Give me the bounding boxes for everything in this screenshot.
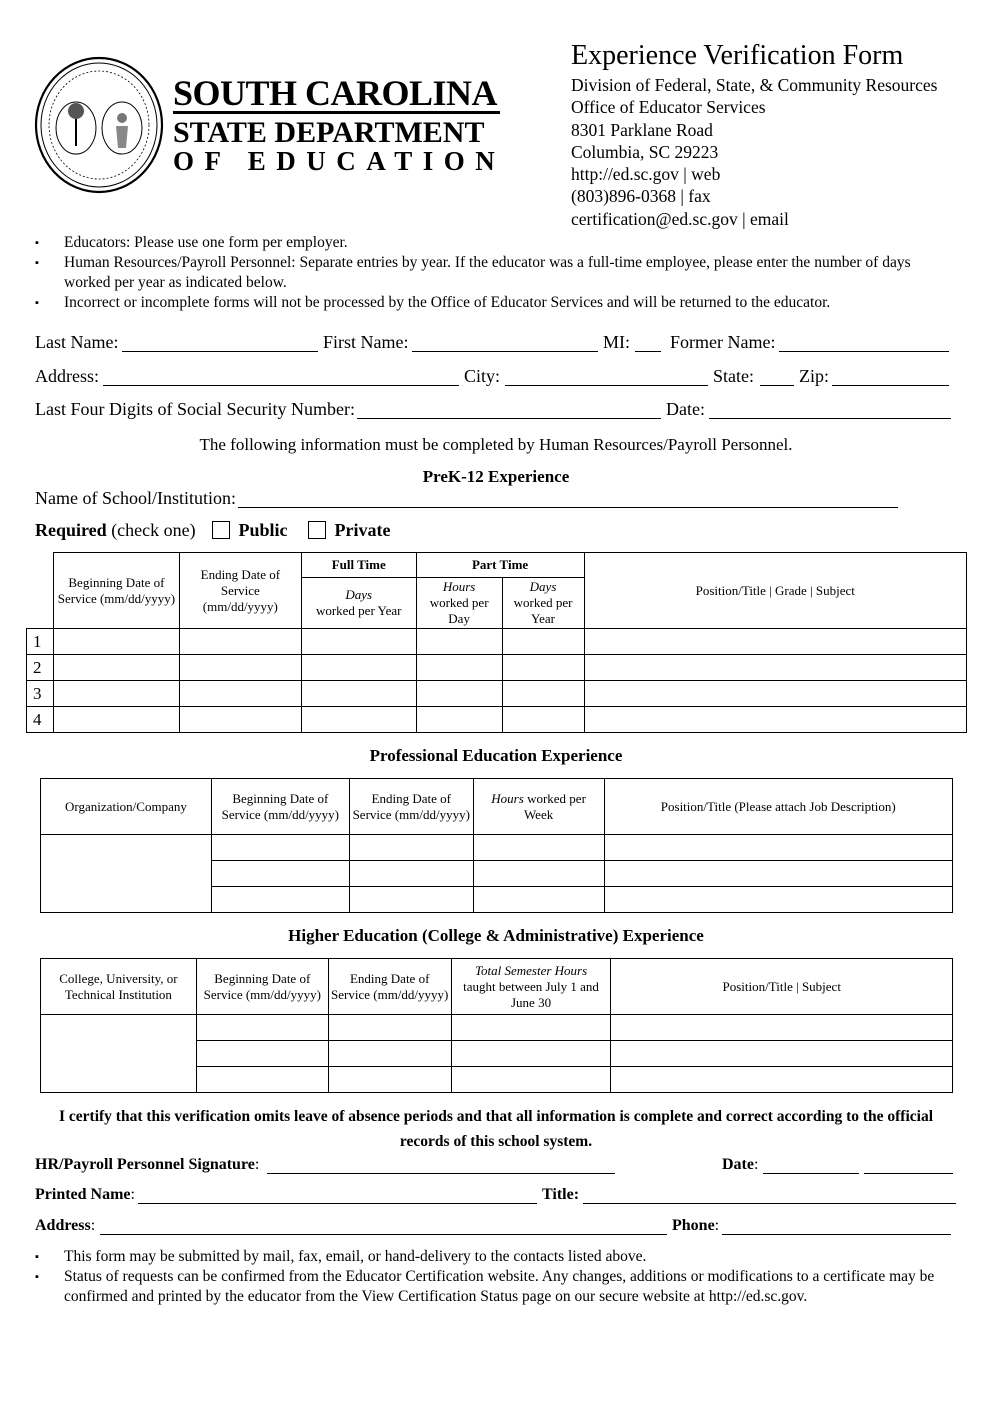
signature-field[interactable] <box>267 1173 615 1174</box>
row-number: 4 <box>27 707 54 733</box>
pt-hours-header <box>416 578 502 629</box>
private-option[interactable] <box>308 520 390 541</box>
table-row <box>27 707 967 733</box>
email-text: certification@ed.sc.gov | email <box>571 208 789 229</box>
cert-date-field-2[interactable] <box>864 1173 953 1174</box>
position-header: Position/Title | Subject <box>611 959 953 1015</box>
position-header: Position/Title | Grade | Subject <box>584 553 967 629</box>
last-name-label: Last Name: <box>35 332 119 352</box>
begin-date-header: Beginning Date of Service (mm/dd/yyyy) <box>196 959 328 1015</box>
school-name-field[interactable] <box>238 507 898 508</box>
footer-notes-list <box>35 1247 945 1307</box>
table-cell[interactable] <box>451 1041 611 1067</box>
table-cell[interactable] <box>502 655 584 681</box>
row-number: 1 <box>27 629 54 655</box>
table-row <box>41 835 953 861</box>
table-cell[interactable] <box>416 707 502 733</box>
address-label: Address: <box>35 366 99 386</box>
table-row <box>27 629 967 655</box>
table-cell[interactable] <box>611 1041 953 1067</box>
logo-title-line1: SOUTH CAROLINA <box>173 73 498 113</box>
semester-hours-italic: Total Semester Hours <box>474 962 588 978</box>
hr-notice: The following information must be completed by Human Resources/Payroll Personnel. <box>199 435 793 454</box>
instruction-item: ▪ Human Resources/Payroll Personnel: Separate entries by year. If the educator was a full-time employee, please enter the number of days worked per year as indicated below. <box>35 253 945 293</box>
higher-ed-table <box>40 958 953 1093</box>
table-cell[interactable] <box>584 681 967 707</box>
required-label: Required <box>35 520 107 540</box>
footer-note-item: ▪ This form may be submitted by mail, fax, email, or hand-delivery to the contacts listed above. <box>35 1247 945 1267</box>
table-cell[interactable] <box>179 707 301 733</box>
pt-hours-text: worked per Day <box>429 595 489 626</box>
phone-label: Phone <box>672 1217 715 1234</box>
logo-title-line3: OF EDUCATION <box>173 146 506 176</box>
table-cell[interactable] <box>301 629 416 655</box>
table-cell[interactable] <box>53 629 179 655</box>
table-cell[interactable] <box>179 655 301 681</box>
private-label: Private <box>334 520 391 540</box>
division-text: Division of Federal, State, & Community Resources <box>571 75 938 95</box>
ft-days-text: worked per Year <box>315 603 402 618</box>
institution-header: College, University, or Technical Institution <box>41 959 197 1015</box>
phone-row: Phone: <box>672 1217 720 1234</box>
row-number: 2 <box>27 655 54 681</box>
table-cell[interactable] <box>604 887 952 913</box>
pt-days-text: worked per Year <box>513 595 573 626</box>
table-cell[interactable] <box>611 1067 953 1093</box>
professional-table <box>40 778 953 913</box>
table-cell[interactable] <box>349 887 473 913</box>
address-field[interactable] <box>103 385 459 386</box>
begin-date-header: Beginning Date of Service (mm/dd/yyyy) <box>211 779 349 835</box>
table-cell[interactable] <box>196 1067 328 1093</box>
table-cell[interactable] <box>502 681 584 707</box>
cert-date-label: Date <box>722 1156 754 1173</box>
table-cell[interactable] <box>604 835 952 861</box>
table-cell[interactable] <box>611 1015 953 1041</box>
office-text: Office of Educator Services <box>571 97 766 118</box>
table-cell[interactable] <box>416 629 502 655</box>
professional-title: Professional Education Experience <box>369 746 623 765</box>
required-row <box>35 520 196 541</box>
state-label: State: <box>713 366 754 386</box>
cert-date-row: Date: <box>722 1156 759 1173</box>
table-cell[interactable] <box>179 629 301 655</box>
cert-date-field[interactable] <box>763 1173 859 1174</box>
table-cell[interactable] <box>211 887 349 913</box>
contact-block <box>571 74 937 230</box>
begin-date-header: Beginning Date of Service (mm/dd/yyyy) <box>53 553 179 629</box>
table-cell[interactable] <box>473 835 604 861</box>
fax-text: (803)896-0368 | fax <box>571 186 711 207</box>
table-cell[interactable] <box>604 861 952 887</box>
public-checkbox[interactable] <box>212 521 230 539</box>
table-cell[interactable] <box>328 1041 451 1067</box>
table-cell[interactable] <box>451 1015 611 1041</box>
table-row <box>27 655 967 681</box>
end-date-header: Ending Date of Service (mm/dd/yyyy) <box>328 959 451 1015</box>
footer-note-item: ▪ Status of requests can be confirmed from the Educator Certification website. Any changes, additions or modifications to a certificate may be confirmed and printed by the educator from the View Certification Status page on our secure website at http://ed.sc.gov. <box>35 1267 945 1307</box>
state-field[interactable] <box>760 385 794 386</box>
mi-label: MI: <box>603 332 630 352</box>
street-text: 8301 Parklane Road <box>571 119 713 140</box>
former-name-field[interactable] <box>779 351 949 352</box>
hours-text: worked per Week <box>523 790 586 822</box>
table-cell[interactable] <box>349 835 473 861</box>
mi-field[interactable] <box>635 351 661 352</box>
logo-rule <box>173 111 500 114</box>
table-cell[interactable] <box>473 861 604 887</box>
table-cell[interactable] <box>211 861 349 887</box>
cert-address-label: Address <box>35 1217 91 1234</box>
full-time-header: Full Time <box>301 553 416 578</box>
table-cell[interactable] <box>451 1067 611 1093</box>
table-cell[interactable] <box>584 707 967 733</box>
printed-name-label: Printed Name <box>35 1186 131 1203</box>
table-cell[interactable] <box>328 1067 451 1093</box>
private-checkbox[interactable] <box>308 521 326 539</box>
cert-address-row: Address: <box>35 1217 96 1234</box>
table-cell[interactable] <box>416 681 502 707</box>
pt-hours-italic: Hours <box>442 579 476 594</box>
signature-label: HR/Payroll Personnel Signature <box>35 1156 255 1173</box>
title-label: Title: <box>542 1186 580 1203</box>
city-text: Columbia, SC 29223 <box>571 141 719 162</box>
org-cell[interactable] <box>41 835 212 913</box>
last-name-field[interactable] <box>122 351 318 352</box>
instructions-list <box>35 233 945 313</box>
web-text: http://ed.sc.gov | web <box>571 164 721 185</box>
table-cell[interactable] <box>53 681 179 707</box>
table-cell[interactable] <box>53 655 179 681</box>
table-cell[interactable] <box>53 707 179 733</box>
hours-header <box>473 779 604 835</box>
former-name-label: Former Name: <box>670 332 776 352</box>
phone-field[interactable] <box>722 1234 951 1235</box>
end-date-header: Ending Date of Service (mm/dd/yyyy) <box>179 553 301 629</box>
table-cell[interactable] <box>301 707 416 733</box>
ssn-field[interactable] <box>357 418 661 419</box>
table-cell[interactable] <box>179 681 301 707</box>
table-cell[interactable] <box>211 835 349 861</box>
position-header: Position/Title (Please attach Job Description) <box>604 779 952 835</box>
date-field[interactable] <box>709 418 951 419</box>
ssn-label: Last Four Digits of Social Security Number: <box>35 399 355 419</box>
end-date-header: Ending Date of Service (mm/dd/yyyy) <box>349 779 473 835</box>
first-name-field[interactable] <box>412 351 598 352</box>
table-cell[interactable] <box>584 655 967 681</box>
cert-address-field[interactable] <box>100 1234 667 1235</box>
table-cell[interactable] <box>502 707 584 733</box>
prek12-table <box>26 552 967 733</box>
printed-name-field[interactable] <box>138 1203 537 1204</box>
table-cell[interactable] <box>301 655 416 681</box>
ft-days-italic: Days <box>345 587 373 602</box>
table-row <box>41 1015 953 1041</box>
public-option[interactable] <box>212 520 288 541</box>
instruction-item: ▪ Educators: Please use one form per employer. <box>35 233 945 253</box>
higher-ed-title: Higher Education (College & Administrative) Experience <box>288 926 704 945</box>
date-label: Date: <box>666 399 705 419</box>
city-label: City: <box>464 366 501 386</box>
first-name-label: First Name: <box>323 332 409 352</box>
table-cell[interactable] <box>328 1015 451 1041</box>
city-field[interactable] <box>505 385 708 386</box>
pt-days-italic: Days <box>529 579 557 594</box>
table-cell[interactable] <box>502 629 584 655</box>
public-label: Public <box>238 520 288 540</box>
form-title: Experience Verification Form <box>571 40 904 71</box>
printed-name-row: Printed Name: <box>35 1186 135 1203</box>
hours-italic: Hours <box>491 790 524 806</box>
signature-row: HR/Payroll Personnel Signature: <box>35 1156 260 1173</box>
school-name-label: Name of School/Institution: <box>35 488 236 508</box>
table-cell[interactable] <box>349 861 473 887</box>
zip-field[interactable] <box>832 385 949 386</box>
logo-title-line2: STATE DEPARTMENT <box>173 116 485 149</box>
certification-statement: I certify that this verification omits leave of absence periods and that all information is complete and correct according to the official records of this school system. <box>58 1108 934 1150</box>
table-cell[interactable] <box>196 1041 328 1067</box>
ft-days-header <box>301 578 416 629</box>
table-cell[interactable] <box>584 629 967 655</box>
title-field[interactable] <box>583 1203 956 1204</box>
table-cell[interactable] <box>301 681 416 707</box>
check-one-label: (check one) <box>111 520 196 540</box>
org-header: Organization/Company <box>41 779 212 835</box>
table-cell[interactable] <box>416 655 502 681</box>
instruction-item: ▪ Incorrect or incomplete forms will not be processed by the Office of Educator Services and will be returned to the educator. <box>35 293 945 313</box>
table-cell[interactable] <box>196 1015 328 1041</box>
table-row <box>27 681 967 707</box>
semester-hours-text: taught between July 1 and June 30 <box>463 978 599 1010</box>
row-number-header <box>27 553 54 629</box>
state-seal-logo <box>34 56 164 194</box>
semester-hours-header <box>451 959 611 1015</box>
pt-days-header <box>502 578 584 629</box>
institution-cell[interactable] <box>41 1015 197 1093</box>
zip-label: Zip: <box>799 366 829 386</box>
row-number: 3 <box>27 681 54 707</box>
table-cell[interactable] <box>473 887 604 913</box>
part-time-header: Part Time <box>416 553 584 578</box>
prek12-title: PreK-12 Experience <box>422 467 570 486</box>
